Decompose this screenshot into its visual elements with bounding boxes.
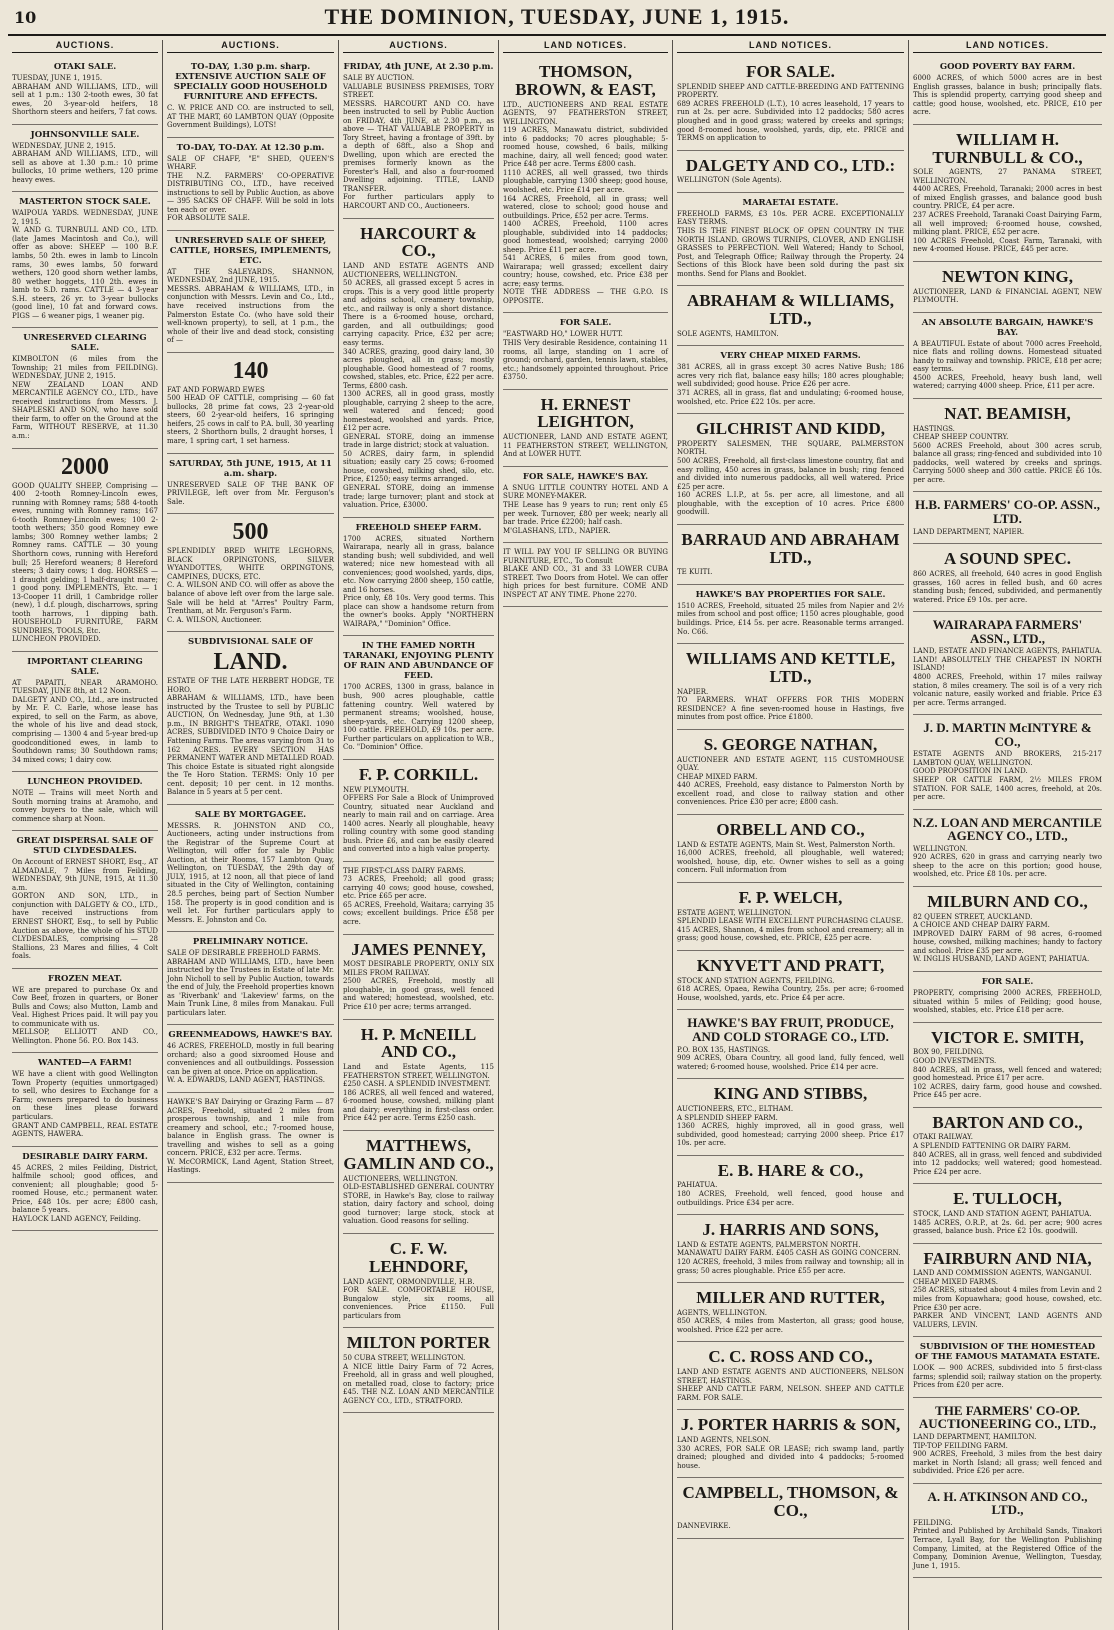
advertisement	[12, 652, 158, 772]
ad-body-text: "EASTWARD HO," LOWER HUTT. THIS Very desirable Residence, containing 11 rooms, all large, standing on 1 acre of ground; orchard, garden, tennis lawn, stables, etc.; handsomely appointed throughout. Price £3750.	[503, 330, 668, 382]
column-heading: AUCTIONS.	[167, 40, 334, 53]
ad-display-name: J. D. MARTIN McINTYRE & CO.,	[923, 720, 1092, 749]
advertisement	[503, 390, 668, 467]
ad-body-text: WAIPOUA YARDS. WEDNESDAY, JUNE 2, 1915. W. AND G. TURNBULL AND CO., LTD. (late James Macintosh and Co.), will offer as above: SHEEP — 100 B.F. lambs, 50 2th. ewes in lamb to Lincoln rams, 30 ewes lambs, 50 forward wethers, 120 good shorn wether lambs, 80 wether hoggets, 110 2th. ewes in lamb to S.D. rams. CATTLE — 4 3-year S.H. steers, 26 yr. to 3-year bullocks (good line), 10 fat and forward cows. PIGS — 6 weaner pigs, 1 weaner pig.	[12, 209, 158, 320]
ad-body-text: NOTE — Trains will meet North and South morning trains at Aramoho, and convey buyers to the sale, which will commence sharp at Noon.	[12, 789, 158, 823]
ad-body-text: WELLINGTON. 920 ACRES, 620 in grass and carrying nearly two sheep to the acre on this portion; good house, woolshed, etc. Price £8 10s. per acre.	[913, 844, 1102, 879]
ad-body-text: PROPERTY SALESMEN, THE SQUARE, PALMERSTON NORTH. 500 ACRES, Freehold, all first-class limestone country, flat and easy rolling, 450 acres in grass, balance in bush; ring fenced and divided into numerous paddocks, all well watered. Price £25 per acre. 160 ACRES L.I.P., at 5s. per acre, all limestone, and all ploughable, with the exception of 10 acres. Price £800 goodwill.	[677, 439, 904, 517]
advertisement	[343, 1020, 494, 1131]
ad-body-text: A BEAUTIFUL Estate of about 7000 acres Freehold, nice flats and rolling downs. Homestead situated handy to railway and township. PRICE, £18 per acre; easy terms. 4500 ACRES, Freehold, heavy bush land, well watered; carrying 4000 sheep. Price, £11 per acre.	[913, 339, 1103, 391]
ad-body-text: SALE BY AUCTION. VALUABLE BUSINESS PREMISES, TORY STREET. MESSRS. HARCOURT AND CO. have been instructed to sell by Public Auction on FRIDAY, 4th JUNE, at 2.30 p.m., as above — THAT VALUABLE PROPERTY in Tory Street, having a frontage of 39ft. by a depth of 68ft., also a Shop and Dwelling, upon which are erected the premises formerly known as the Forester's Hall, and also a four-roomed Dwelling adjoining. TITLE, LAND TRANSFER. For further particulars apply to HARCOURT AND CO., Auctioneers.	[343, 74, 494, 210]
ad-display-name: WILLIAMS AND KETTLE, LTD.,	[685, 649, 896, 686]
advertisement	[913, 1484, 1102, 1578]
ad-heading: TO-DAY, 1.30 p.m. sharp. EXTENSIVE AUCTION SALE OF SPECIALLY GOOD HOUSEHOLD FURNITURE AND EFFECTS.	[173, 62, 328, 102]
advertisement	[677, 815, 904, 883]
ad-display-name: BARTON AND CO.,	[932, 1112, 1083, 1132]
advertisement	[677, 1283, 904, 1342]
ad-display-name: MILTON PORTER	[346, 1333, 491, 1353]
ad-heading: UNRESERVED SALE OF SHEEP, CATTLE, HORSES, IMPLEMENTS, ETC.	[169, 235, 332, 266]
ad-body-text: AT THE SALEYARDS, SHANNON, WEDNESDAY, 2nd JUNE, 1915. MESSRS. ABRAHAM & WILLIAMS, LTD., in conjunction with Messrs. Levin and Co., Ltd., have received instructions from the Palmerston Estate Co. (who have sold their well-known property), to sell, at 1 p.m., the whole of their live and dead stock, consisting of —	[167, 267, 334, 345]
masthead	[8, 0, 1106, 36]
advertisement	[677, 883, 904, 951]
ad-body-text: ESTATE OF THE LATE HERBERT HODGE, TE HORO. ABRAHAM & WILLIAMS, LTD., have been instructed by the Trustee to sell by PUBLIC AUCTION, On Wednesday, June 9th, at 1.30 p.m., IN BRIGHT'S THEATRE, OTAKI. 1090 ACRES, SUBDIVIDED INTO 9 Choice Dairy or Fattening Farms. The areas varying from 31 to 162 ACRES. EVERY SECTION HAS PERMANENT WATER AND METALLED ROAD. This choice Estate is situated right alongside the Te Horo Station. TERMS: Only 10 per cent. deposit; 10 per cent. in 12 months. Balance in 5 years at 5 per cent.	[167, 677, 334, 797]
ad-body-text: 6000 ACRES, of which 5000 acres are in best English grasses, balance in bush; principally flats. This is splendid property, carrying good sheep and cattle; good house, woolshed, etc. PRICE, £10 per acre.	[913, 74, 1102, 117]
ad-body-text: DANNEVIRKE.	[677, 1522, 731, 1531]
ad-display-name: GILCHRIST AND KIDD,	[695, 419, 886, 439]
ad-body-text: SOLE AGENTS, HAMILTON.	[677, 329, 779, 338]
advertisement	[343, 57, 494, 219]
ad-display-name: H. P. McNEILL AND CO.,	[360, 1024, 477, 1062]
advertisement	[913, 544, 1102, 612]
ad-display-name: HAWKE'S BAY FRUIT, PRODUCE, AND COLD STORAGE CO., LTD.	[687, 1015, 894, 1044]
ad-display-name: FOR SALE.	[746, 62, 835, 81]
advertisement	[12, 125, 158, 193]
ad-display-name: THOMSON, BROWN, & EAST,	[515, 62, 656, 99]
ad-body-text: 1510 ACRES, Freehold, situated 25 miles from Napier and 2½ miles from school and post office; 1150 acres ploughable, good buildings. Price, £14 5s. per acre. Reasonable terms arranged. No. C66.	[677, 601, 904, 636]
ad-display-name: DALGETY AND CO., LTD.:	[685, 155, 896, 175]
ad-heading: FROZEN MEAT.	[47, 973, 123, 984]
ad-display-name: FAIRBURN AND NIA,	[923, 1248, 1092, 1268]
advertisement	[12, 1147, 158, 1232]
advertisement	[677, 286, 904, 346]
ad-heading: TO-DAY, TO-DAY. At 12.30 p.m.	[176, 142, 325, 153]
ad-display-name: N.Z. LOAN AND MERCANTILE AGENCY CO., LTD.,	[913, 814, 1102, 844]
ad-body-text: STOCK, LAND AND STATION AGENT, PAHIATUA. 1485 ACRES, O.R.P., at 2s. 6d. per acre; 900 acres grassed, balance bush. Price £2 10s. goodwill.	[913, 1209, 1102, 1236]
ad-display-name: VICTOR E. SMITH,	[931, 1027, 1084, 1047]
advertisement	[12, 969, 158, 1054]
ad-body-text: 381 ACRES, all in grass except 30 acres Native Bush; 186 acres very rich flat, balance easy hills; 180 acres ploughable; well subdivided; good house. Price £26 per acre. 371 ACRES, all in grass, flat and undulating; 6-roomed house, woolshed, etc. Price £22 10s. per acre.	[677, 363, 904, 406]
ad-display-name: WILLIAM H. TURNBULL & CO.,	[932, 129, 1083, 167]
ad-body-text: STOCK AND STATION AGENTS, FEILDING. 618 ACRES, Opaea, Rewiha Country, 25s. per acre; 6-roomed House, woolshed, yards, etc. Price £4 per acre.	[677, 976, 904, 1002]
advertisement	[677, 193, 904, 286]
column-heading: AUCTIONS.	[343, 40, 494, 53]
ad-body-text: THE FIRST-CLASS DAIRY FARMS. 73 ACRES, Freehold; all good grass; carrying 40 cows; good house, cowshed, etc. Price £65 per acre. 65 ACRES, Freehold, Waitara; carrying 35 cows; excellent buildings. Price £58 per acre.	[343, 866, 494, 926]
ad-body-text: SALE OF DESIRABLE FREEHOLD FARMS. ABRAHAM AND WILLIAMS, LTD., have been instructed by the Trustees in Estate of late Mr. John Nicholl to sell by Public Auction, towards the end of July, the Freehold properties known as 'Riverbank' and 'Lakeview' farms, on the Main Trunk Line, 8 miles from Manakau. Full particulars later.	[167, 949, 334, 1017]
advertisement	[343, 1131, 494, 1234]
advertisement	[167, 57, 334, 138]
advertisement	[913, 1398, 1102, 1484]
advertisement	[343, 935, 494, 1020]
ad-display-name: HARCOURT & CO.,	[360, 223, 477, 261]
ad-body-text: AUCTIONEER, LAND & FINANCIAL AGENT, NEW PLYMOUTH.	[913, 287, 1102, 305]
ad-body-text: 45 ACRES, 2 miles Feilding, District, halfmile school; good offices, and convenient; all ploughable; good 5-roomed House, etc.; permanent water. Price, £48 10s. per acre; £800 cash, balance 5 years. HAYLOCK LAND AGENCY, Feilding.	[12, 1163, 158, 1223]
ad-heading: GOOD POVERTY BAY FARM.	[939, 62, 1076, 72]
advertisement	[343, 862, 494, 935]
ad-heading: DESIRABLE DAIRY FARM.	[22, 1151, 148, 1162]
ad-body-text: TE KUITI.	[677, 568, 713, 577]
advertisement	[167, 1025, 334, 1093]
advertisement	[12, 772, 158, 831]
ad-body-text: ESTATE AGENT, WELLINGTON. SPLENDID LEASE WITH EXCELLENT PURCHASING CLAUSE. 415 ACRES, Shannon, 4 miles from school and creamery; all in grass; good house, cowshed, etc. PRICE, £25 per acre.	[677, 908, 904, 943]
columns	[8, 36, 1106, 1630]
ad-body-text: LAND, ESTATE AND FINANCE AGENTS, PAHIATUA. LAND! ABSOLUTELY THE CHEAPEST IN NORTH ISLAND! 4800 ACRES, Freehold, within 17 miles railway station, 8 miles creamery. The soil is of a very rich volcanic nature, easily worked and friable. Price £3 per acre. Terms arranged.	[913, 647, 1102, 707]
ad-body-text: SPLENDIDLY BRED WHITE LEGHORNS, BLACK ORPINGTONS, SILVER WYANDOTTES, WHITE ORPINGTONS, CAMPINES, DUCKS, ETC. C. A. WILSON AND CO. will offer as above the balance of above left over from the large sale. Sale will be held at "Arres" Poultry Farm, Trentham, at Mr. Ferguson's Farm. C. A. WILSON, Auctioneer.	[167, 547, 334, 624]
advertisement	[913, 1184, 1102, 1243]
ad-display-name: C. F. W. LEHNDORF,	[368, 1238, 469, 1276]
ad-body-text: LAND DEPARTMENT, HAMILTON. TIP-TOP FEILDING FARM. 900 ACRES, Freehold, 3 miles from the best dairy market in North Island; all grass; well fenced and subdivided. Price £26 per acre.	[913, 1433, 1102, 1476]
advertisement	[913, 262, 1102, 313]
ad-body-text: LTD., AUCTIONEERS AND REAL ESTATE AGENTS, 97 FEATHERSTON STREET, WELLINGTON. 119 ACRES, Manawatu district, subdivided into 6 paddocks; 70 acres ploughable; 5-roomed house, cowshed, 6 bails, milking machine, dairy, all well fenced; good water. Price £48 per acre. Terms £800 cash. 1110 ACRES, all well grassed, two thirds ploughable, carrying 1300 sheep; good house, woolshed, etc. Price £14 per acre. 164 ACRES, Freehold, all in grass; well watered, close to school; good house and outbuildings. Price, £52 per acre. Terms. 1400 ACRES, Freehold, 1100 acres ploughable, subdivided into 14 paddocks; good homestead, woolshed; carrying 2000 sheep. Price £11 per acre. 541 ACRES, 6 miles from good town, Wairarapa; well grassed; excellent dairy country; house, cowshed, etc. Price £38 per acre; easy terms. NOTE THE ADDRESS — THE G.P.O. IS OPPOSITE.	[503, 100, 668, 305]
ad-display-name: KNYVETT AND PRATT,	[696, 955, 885, 975]
column-heading: AUCTIONS.	[12, 40, 158, 53]
ad-display-name: ORBELL AND CO.,	[716, 819, 865, 839]
ad-heading: SALE BY MORTGAGEE.	[194, 809, 307, 820]
advertisement	[677, 1410, 904, 1478]
ad-body-text: UNRESERVED SALE OF THE BANK OF PRIVILEGE, left over from Mr. Ferguson's Sale.	[167, 480, 334, 506]
ad-body-text: C. W. PRICE AND CO. are instructed to sell, AT THE MART, 60 LAMBTON QUAY (Opposite Government Buildings), LOTS!	[167, 104, 334, 130]
ad-body-text: WELLINGTON (Sole Agents).	[677, 176, 782, 185]
advertisement	[343, 1234, 494, 1328]
ad-display-name: S. GEORGE NATHAN,	[703, 734, 878, 754]
advertisement	[167, 353, 334, 454]
ad-display-name: F. P. CORKILL.	[358, 764, 479, 784]
column-6	[909, 40, 1106, 1630]
ad-heading: UNRESERVED CLEARING SALE.	[23, 333, 147, 354]
ad-heading: JOHNSONVILLE SALE.	[30, 129, 140, 140]
advertisement	[913, 1244, 1102, 1338]
column-5	[673, 40, 909, 1630]
advertisement	[12, 1053, 158, 1146]
ad-body-text: P.O. BOX 135, HASTINGS. 909 ACRES, Obara Country, all good land, fully fenced, well watered; 6-roomed house, woolshed. Price £14 per acre.	[677, 1045, 904, 1071]
ad-display-name: BARRAUD AND ABRAHAM LTD.,	[681, 529, 900, 567]
advertisement	[677, 525, 904, 585]
ad-body-text: AGENTS, WELLINGTON. 850 ACRES, 4 miles from Masterton, all grass; good house, woolshed. Price £22 per acre.	[677, 1308, 904, 1334]
ad-heading: FRIDAY, 4th JUNE, At 2.30 p.m.	[343, 62, 494, 72]
advertisement	[167, 514, 334, 632]
ad-body-text: PROPERTY, comprising 2000 ACRES, FREEHOLD, situated within 5 miles of Feilding; good house, woolshed, stables, etc. Price £18 per acre.	[913, 989, 1102, 1015]
ad-body-text: LAND AND COMMISSION AGENTS, WANGANUI. CHEAP MIXED FARMS. 258 ACRES, situated about 4 miles from Levin and 2 miles from Kopuawhara; good house, cowshed, etc. Price £30 per acre. PARKER AND VINCENT, LAND AGENTS AND VALUERS, LEVIN.	[913, 1269, 1102, 1329]
advertisement	[343, 636, 494, 759]
ad-body-text: NAPIER. TO FARMERS. WHAT OFFERS FOR THIS MODERN RESIDENCE? A fine seven-roomed house in Hastings, five minutes from post office. Price £1800.	[677, 687, 904, 722]
ad-body-text: GOOD QUALITY SHEEP, Comprising — 400 2-tooth Romney-Lincoln ewes, running with Romney rams; 588 4-tooth ewes, running with Romney rams; 167 6-tooth Romney-Lincoln ewes; 100 2-tooth wethers; 350 good Romney ewe lambs; 300 Romney wether lambs; 2 Romney rams. CATTLE — 30 young Shorthorn cows, running with Hereford bull; 25 Hereford weaners; 8 Hereford steers; 3 dairy cows; 1 dog. HORSES — 1 draught gelding; 1 half-draught mare; 1 good pony. IMPLEMENTS, Etc. — 1 13-Cooper 11 drill, 1 Cambridge roller (new), 1 d.f. plough, discharrows, spring tooth harrows, 1 dipping bath. HOUSEHOLD FURNITURE, FARM SUNDRIES, TOOLS, Etc. LUNCHEON PROVIDED.	[12, 481, 158, 644]
advertisement	[913, 715, 1102, 809]
advertisement	[167, 632, 334, 805]
column-3	[339, 40, 499, 1630]
ad-body-text: AT PAPAITI, NEAR ARAMOHO. TUESDAY, JUNE 8th, at 12 Noon. DALGETY AND CO., Ltd., are instructed by Mr. F. C. Earle, whose lease has expired, to sell on the Farm, as above, the whole of his live and dead stock, comprising — 1300 4 and 5-year bred-up goodconditioned ewes, in lamb to Southdown rams; 30 Southdown rams; 34 mixed cows; 1 dairy cow.	[12, 678, 158, 764]
ad-body-text: 50 CUBA STREET, WELLINGTON. A NICE little Dairy Farm of 72 Acres, Freehold, all in grass and well ploughed, on metalled road, close to factory; price £45. THE N.Z. LOAN AND MERCANTILE AGENCY CO., LTD., STRATFORD.	[343, 1354, 494, 1405]
ad-display-name: MILBURN AND CO.,	[927, 891, 1088, 911]
advertisement	[677, 1342, 904, 1410]
advertisement	[677, 951, 904, 1010]
ad-body-text: AUCTIONEER AND ESTATE AGENT, 115 CUSTOMHOUSE QUAY. CHEAP MIXED FARM. 440 ACRES, Freehold, easy distance to Palmerston North by excellent road, and close to railway station and other conveniences. Price £30 per acre; £800 cash.	[677, 755, 904, 807]
ad-heading: SUBDIVISIONAL SALE OF	[187, 637, 314, 648]
ad-display-name: NAT. BEAMISH,	[944, 403, 1071, 423]
ad-body-text: LAND AND ESTATE AGENTS AND AUCTIONEERS, WELLINGTON. 50 ACRES, all grassed except 5 acres in crops. This is a very good little property and adjoins school, creamery township, etc., and railway is only a short distance. There is a 6-roomed house, orchard, garden, and all outbuildings; good carrying capacity. Price, £32 per acre; easy terms. 340 ACRES, grazing, good dairy land, 30 acres ploughed, all in grass; mostly ploughable. Good homestead of 7 rooms, cowshed, stables, etc. Price, £22 per acre. Terms, £800 cash. 1300 ACRES, all in good grass, mostly ploughable, carrying 2 sheep to the acre, well watered and fenced; good homestead, woolshed and yards. Price, £12 per acre. GENERAL STORE, doing an immense trade in large district; stock at valuation. 50 ACRES, dairy farm, in splendid situation; easily cary 25 cows; 6-roomed house, cowshed, milking shed, silo, etc. Price, £1250; easy terms arranged. GENERAL STORE, doing an immense trade; large turnover; plant and stock at valuation. Price, £3000.	[343, 262, 494, 510]
ad-body-text: LAND AGENTS, NELSON. 330 ACRES, FOR SALE OR LEASE; rich swamp land, partly drained; ploughed and divided into 4 paddocks; 5-roomed house.	[677, 1436, 904, 1470]
advertisement	[12, 449, 158, 652]
ad-body-text: 46 ACRES, FREEHOLD, mostly in full bearing orchard; also a good sixroomed House and conveniences and all outbuildings. Possession can be given at once. Price on application. W. A. EDWARDS, LAND AGENT, HASTINGS.	[167, 1042, 334, 1085]
advertisement	[167, 231, 334, 353]
ad-body-text: LAND & ESTATE AGENTS, Main St. West, Palmerston North. 16,000 ACRES, freehold, all ploughable, well watered; woolshed, house, dip, etc. Owner wishes to sell as a going concern. Full information from	[677, 840, 904, 875]
advertisement	[913, 972, 1102, 1023]
ad-display-name: A SOUND SPEC.	[943, 549, 1072, 569]
advertisement	[167, 805, 334, 932]
advertisement	[913, 1337, 1102, 1398]
advertisement	[503, 543, 668, 607]
advertisement	[677, 1478, 904, 1538]
advertisement	[677, 1010, 904, 1079]
column-heading: LAND NOTICES.	[913, 40, 1102, 53]
column-heading: LAND NOTICES.	[503, 40, 668, 53]
ad-display-name: MILLER AND RUTTER,	[696, 1288, 885, 1308]
advertisement	[677, 585, 904, 644]
column-4	[499, 40, 673, 1630]
ad-heading: LUNCHEON PROVIDED.	[27, 777, 143, 788]
advertisement	[913, 313, 1102, 399]
advertisement	[913, 612, 1102, 715]
advertisement	[913, 399, 1102, 493]
ad-display-name: MATTHEWS, GAMLIN AND CO.,	[343, 1135, 494, 1173]
ad-body-text: BOX 90, FEILDING. GOOD INVESTMENTS. 840 ACRES, all in grass, well fenced and watered; good homestead. Price £17 per acre. 102 ACRES, dairy farm, good house and cowshed. Price £45 per acre.	[913, 1048, 1102, 1100]
ad-body-text: FREEHOLD FARMS, £3 10s. PER ACRE. EXCEPTIONALLY EASY TERMS. THIS IS THE FINEST BLOCK OF OPEN COUNTRY IN THE NORTH ISLAND. GROWS TURNIPS, CLOVER, AND ENGLISH GRASSES to PERFECTION. Well Watered; Handy to School, Post, and Telegraph Office; Railway through the Property. 24 Sections of this Block have been sold during the past six months. Send for Plans and Booklet.	[677, 209, 904, 278]
advertisement	[913, 125, 1102, 262]
advertisement	[343, 518, 494, 637]
advertisement	[677, 1079, 904, 1156]
ad-display-name: 500	[232, 519, 269, 546]
ad-display-name: 2000	[61, 453, 109, 480]
advertisement	[167, 454, 334, 515]
ad-body-text: AUCTIONEERS, WELLINGTON. OLD-ESTABLISHED GENERAL COUNTRY STORE, in Hawke's Bay, close to railway station, dairy factory and school, doing good turnover; large stock, stock at valuation. Good reasons for selling.	[343, 1174, 494, 1226]
advertisement	[12, 57, 158, 125]
advertisement	[677, 414, 904, 525]
advertisement	[913, 57, 1102, 125]
ad-display-name: ABRAHAM & WILLIAMS, LTD.,	[686, 291, 894, 329]
ad-heading: MARAETAI ESTATE.	[742, 197, 839, 208]
advertisement	[677, 730, 904, 815]
ad-body-text: LAND & ESTATE AGENTS, PALMERSTON NORTH. MANAWATU DAIRY FARM. £405 CASH AS GOING CONCERN. 120 ACRES, freehold, 3 miles from railway and township; all in grass; 50 acres ploughable. Price £55 per acre.	[677, 1240, 904, 1275]
ad-display-name: KING AND STIBBS,	[713, 1084, 868, 1104]
ad-heading: SATURDAY, 5th JUNE, 1915, At 11 a.m. sharp.	[169, 458, 332, 479]
advertisement	[677, 346, 904, 414]
page-number: 10	[14, 7, 37, 27]
advertisement	[12, 192, 158, 328]
ad-body-text: LAND DEPARTMENT, NAPIER.	[913, 527, 1025, 536]
column-1	[8, 40, 163, 1630]
advertisement	[12, 831, 158, 968]
advertisement	[343, 1328, 494, 1413]
ad-heading: GREENMEADOWS, HAWKE'S BAY.	[168, 1030, 333, 1041]
advertisement	[913, 1108, 1102, 1185]
advertisement	[12, 328, 158, 448]
newspaper-title: THE DOMINION, TUESDAY, JUNE 1, 1915.	[324, 4, 790, 29]
ad-display-name: E. B. HARE & CO.,	[717, 1160, 864, 1180]
advertisement	[343, 219, 494, 518]
ad-heading: IN THE FAMED NORTH TARANAKI, ENJOYING PLENTY OF RAIN AND ABUNDANCE OF FEED.	[343, 641, 494, 682]
ad-body-text: 1700 ACRES, situated Northern Wairarapa, nearly all in grass, balance standing bush; well subdivided, and well watered; nice new homestead with all conveniences; good woolshed, yards, dips, etc. Now carrying 2800 sheep, 150 cattle, and 16 horses. Price only, £8 10s. Very good terms. This place can show a handsome return from the owner's books. Apply "NORTHERN WAIRAPA," "Dominion" Office.	[343, 534, 494, 628]
ad-body-text: TUESDAY, JUNE 1, 1915. ABRAHAM AND WILLIAMS, LTD., will sell at 1 p.m.: 130 2-tooth ewes, 30 fat ewes, 20 3-year-old heifers, 18 Shorthorn steers and heifers, 7 fat cows.	[12, 74, 158, 117]
ad-heading: HAWKE'S BAY PROPERTIES FOR SALE.	[695, 589, 886, 600]
ad-body-text: AUCTIONEERS, ETC., ELTHAM. A SPLENDID SHEEP FARM. 1360 ACRES, highly improved, all in good grass, well subdivided, good homestead; carrying 2000 sheep. Price £17 10s. per acre.	[677, 1104, 904, 1148]
ad-body-text: HASTINGS. CHEAP SHEEP COUNTRY. 5600 ACRES Freehold, about 300 acres scrub, balance all grass; ring-fenced and subdivided into 10 paddocks, well watered by creeks and springs. Carrying 5000 sheep and 300 cattle. PRICE £6 10s. per acre.	[913, 424, 1102, 484]
column-2	[163, 40, 339, 1630]
ad-body-text: WEDNESDAY, JUNE 2, 1915. ABRAHAM AND WILLIAMS, LTD., will sell as above at 1.30 p.m.: 10 prime bullocks, 10 prime wethers, 120 prime heavy ewes.	[12, 141, 158, 184]
ad-body-text: Land and Estate Agents, 115 FEATHERSTON STREET, WELLINGTON. £250 CASH. A SPLENDID INVESTMENT. 186 ACRES, all well fenced and watered, 6-roomed house, cowshed, milking plant and dairy; everything in first-class order. Price £42 per acre. Terms £250 cash.	[343, 1063, 494, 1123]
ad-body-text: 82 QUEEN STREET, AUCKLAND. A CHOICE AND CHEAP DAIRY FARM. IMPROVED DAIRY FARM of 98 acres, 6-roomed house, cowshed, milking machines; handy to factory and school. Price £35 per acre. W. INGLIS HUSBAND, LAND AGENT, PAHIATUA.	[913, 912, 1102, 964]
ad-body-text: A SNUG LITTLE COUNTRY HOTEL AND A SURE MONEY-MAKER. THE Lease has 9 years to run; rent only £5 per week. Turnover, £80 per week; nearly all bar trade. Price £2200; half cash. M'GLASHANS, LTD., NAPIER.	[503, 483, 668, 535]
ad-heading: FOR SALE.	[559, 318, 612, 329]
ad-display-name: J. HARRIS AND SONS,	[702, 1220, 879, 1240]
ad-body-text: ESTATE AGENTS AND BROKERS, 215-217 LAMBTON QUAY, WELLINGTON. GOOD PROPOSITION IN LAND. SHEEP OR CATTLE FARM, 2½ MILES FROM STATION. FOR SALE, 1400 acres, freehold, at 20s. per acre.	[913, 750, 1102, 802]
ad-body-text: On Account of ERNEST SHORT, Esq., AT ALMADALE, 7 Miles from Feilding, WEDNESDAY, 9th JUNE, 1915, At 11.30 a.m. GORTON AND SON, LTD., in conjunction with DALGETY & CO., LTD., have received instructions from ERNEST SHORT, Esq., to sell by Public Auction as above, the whole of his STUD CLYDESDALES, comprising — 28 Stallions, 23 Mares and fillies, 4 Colt foals.	[12, 858, 158, 961]
ad-body-text: WE have a client with good Wellington Town Property (equities unmortgaged) to sell, who desires to Exchange for a Farm; owners prepared to do business on these lines please forward particulars. GRANT AND CAMPBELL, REAL ESTATE AGENTS, HAWERA.	[12, 1070, 158, 1139]
ad-body-text: LOOK — 900 ACRES, subdivided into 5 first-class farms; splendid soil; railway station on the property. Prices from £20 per acre.	[913, 1364, 1102, 1390]
ad-body-text: HAWKE'S BAY Dairying or Grazing Farm — 87 ACRES, Freehold, situated 2 miles from prosperous township, and 1 mile from creamery and school, etc.; 7-roomed house, balance in English grass. The owner is travelling and wishes to sell as a going concern. PRICE, £32 per acre. Terms. W. McCORMICK, Land Agent, Station Street, Hastings.	[167, 1098, 334, 1175]
ad-heading: IMPORTANT CLEARING SALE.	[27, 656, 143, 677]
ad-body-text: NEW PLYMOUTH. OFFERS For Sale a Block of Unimproved Country, situated near Auckland and nearly to main rail and on carriage. Area 1400 acres. Nearly all ploughable, heavy rolling country with some good standing bush. Price £6, and can be easily cleared and converted into a high value property.	[343, 785, 494, 854]
advertisement	[167, 138, 334, 231]
ad-body-text: IT WILL PAY YOU IF SELLING OR BUYING FURNITURE, ETC., To Consult BLAKE AND CO., 31 and 33 LOWER CUBA STREET. Two Doors from Hotel. We can offer high prices for best furniture. COME AND INSPECT AT ANY TIME. Phone 2270.	[503, 548, 668, 599]
ad-heading: AN ABSOLUTE BARGAIN, HAWKE'S BAY.	[921, 317, 1094, 338]
ad-heading: SUBDIVISION OF THE HOMESTEAD OF THE FAMOUS MATAMATA ESTATE.	[915, 1342, 1100, 1363]
ad-body-text: WE are prepared to purchase Ox and Cow Beef, frozen in quarters, or Boner Bulls and Cows; also Mutton, Lamb and Veal. Highest Prices paid. It will pay you to communicate with us. MELLSOP, ELLIOTT AND CO., Wellington. Phone 56. P.O. Box 143.	[12, 985, 158, 1045]
advertisement	[503, 57, 668, 313]
ad-display-name: A. H. ATKINSON AND CO., LTD.,	[927, 1488, 1088, 1518]
ad-heading: VERY CHEAP MIXED FARMS.	[720, 351, 861, 362]
ad-heading: PRELIMINARY NOTICE.	[192, 937, 309, 948]
ad-body-text: LAND AND ESTATE AGENTS AND AUCTIONEERS, NELSON STREET, HASTINGS. SHEEP AND CATTLE FARM, NELSON. SHEEP AND CATTLE FARM. FOR SALE.	[677, 1368, 904, 1402]
advertisement	[167, 1093, 334, 1183]
advertisement	[677, 151, 904, 193]
advertisement	[913, 887, 1102, 972]
ad-body-text: OTAKI RAILWAY. A SPLENDID FATTENING OR DAIRY FARM. 840 ACRES, all in grass, well fenced and subdivided into 12 paddocks; well watered; good homestead. Price £24 per acre.	[913, 1133, 1102, 1176]
ad-body-text: FEILDING. Printed and Published by Archibald Sands, Tinakori Terrace, Lyall Bay, for the Wellington Publishing Company, Limited, at the Registered Office of the Company, Dominion Avenue, Wellington, Tuesday, June 1, 1915.	[913, 1518, 1102, 1570]
ad-display-name: NEWTON KING,	[942, 266, 1073, 286]
ad-display-name: F. P. WELCH,	[738, 887, 843, 907]
ad-display-name: E. TULLOCH,	[953, 1189, 1062, 1209]
ad-body-text: LAND AGENT, ORMONDVILLE, H.B. FOR SALE. COMFORTABLE HOUSE, Bungalow style, six rooms, all conveniences. Price £1150. Full particulars from	[343, 1277, 494, 1320]
ad-body-text: AUCTIONEER, LAND AND ESTATE AGENT, 11 FEATHERSTON STREET, WELLINGTON, And at LOWER HUTT.	[503, 433, 668, 459]
ad-body-text: FAT AND FORWARD EWES 500 HEAD OF CATTLE, comprising — 60 fat bullocks, 28 prime fat cows, 23 2-year-old steers, 60 2-year-old heifers, 16 springing heifers, 25 cows in calf to P.A. bull, 30 yearling steers, 2 Shorthorn bulls, 2 draught horses, 1 mare, 1 spring cart, 1 set harness.	[167, 385, 334, 445]
ad-display-name: CAMPBELL, THOMSON, & CO.,	[682, 1483, 899, 1521]
ad-body-text: MESSRS. R. JOHNSTON AND CO., Auctioneers, acting under instructions from the Registrar of the Supreme Court at Wellington, will offer for sale by Public Auction, at their Rooms, 157 Lambton Quay, Wellington, on TUESDAY, the 29th day of JULY, 1915, at 12 noon, all that piece of land situated in the City of Wellington, containing 28.5 perches, being part of Section Number 158. The property is in good condition and is well let. For further particulars apply to Messrs. E. Johnston and Co.	[167, 821, 334, 924]
ad-body-text: SOLE AGENTS, 27 PANAMA STREET, WELLINGTON. 4400 ACRES, Freehold, Taranaki; 2000 acres in best of mixed English grasses, and balance good bush country. PRICE, £4 per acre. 237 ACRES Freehold, Taranaki Coast Dairying Farm, all well improved; 6-roomed house, cowshed, milking plant. PRICE, £52 per acre. 100 ACRES Freehold, Coast Farm, Taranaki, with new 4-roomed House. PRICE, £45 per acre.	[913, 168, 1102, 254]
ad-display-name: H. ERNEST LEIGHTON,	[537, 394, 634, 432]
advertisement	[503, 467, 668, 543]
advertisement	[913, 492, 1102, 544]
advertisement	[677, 57, 904, 151]
ad-heading: FOR SALE, HAWKE'S BAY.	[522, 471, 649, 482]
column-heading: LAND NOTICES.	[677, 40, 904, 53]
ad-body-text: 1700 ACRES, 1300 in grass, balance in bush, 900 acres ploughable, cattle fattening country. Well watered by permanent streams; woolshed, house, sheep-yards, etc. Carrying 1200 sheep, 100 cattle. FREEHOLD, £9 10s. per acre. Further particulars on application to W.B., Co. "Dominion" Office.	[343, 683, 494, 752]
ad-display-name: JAMES PENNEY,	[351, 939, 486, 959]
ad-body-text: SALE OF CHAFF, "E" SHED, QUEEN'S WHARF. THE N.Z. FARMERS' CO-OPERATIVE DISTRIBUTING CO., LTD., have received instructions to sell by Public Auction, as above — 395 SACKS OF CHAFF. Will be sold in lots ten each or over. FOR ABSOLUTE SALE.	[167, 154, 334, 223]
ad-display-name: H.B. FARMERS' CO-OP. ASSN., LTD.	[915, 497, 1100, 526]
ad-display-name: LAND.	[213, 649, 288, 676]
ad-heading: WANTED—A FARM!	[38, 1058, 132, 1069]
advertisement	[913, 1023, 1102, 1108]
advertisement	[503, 313, 668, 389]
ad-heading: MASTERTON STOCK SALE.	[19, 197, 151, 208]
advertisement	[913, 810, 1102, 887]
ad-body-text: MOST DESIRABLE PROPERTY, ONLY SIX MILES FROM RAILWAY. 2500 ACRES, Freehold, mostly all ploughable, in good grass, well fenced and watered; homestead, woolshed, etc. Price £10 per acre; terms arranged.	[343, 960, 494, 1011]
ad-body-text: PAHIATUA. 180 ACRES, Freehold, well fenced, good house and outbuildings. Price £34 per acre.	[677, 1181, 904, 1207]
ad-heading: OTAKI SALE.	[53, 62, 117, 72]
ad-heading: FOR SALE.	[981, 977, 1034, 987]
ad-body-text: 860 ACRES, all freehold, 640 acres in good English grasses, 160 acres in felled bush, and 60 acres standing bush; fenced, subdivided, and permanently watered. Price £9 10s. per acre.	[913, 569, 1102, 604]
ad-heading: GREAT DISPERSAL SALE OF STUD CLYDESDALES.	[16, 836, 154, 857]
advertisement	[677, 1215, 904, 1283]
ad-display-name: 140	[232, 357, 269, 384]
advertisement	[677, 644, 904, 730]
ad-body-text: KIMBOLTON (6 miles from the Township; 21 miles from FEILDING). WEDNESDAY, JUNE 2, 1915. NEW ZEALAND LOAN AND MERCANTILE AGENCY CO., LTD., have received instructions from Messrs. J. SHAPLESKI AND SON, who have sold their farm, to offer on the Ground at the Farm, WITHOUT RESERVE, at 11.30 a.m.:	[12, 355, 158, 440]
advertisement	[677, 1156, 904, 1215]
ad-body-text: SPLENDID SHEEP AND CATTLE-BREEDING AND FATTENING PROPERTY. 689 ACRES FREEHOLD (L.T.), 10 acres leasehold, 17 years to run at 2s. per acre. Subdivided into 12 paddocks; 580 acres ploughed and in good grass; watered by creeks and springs; good 8-roomed house, woolshed, yards, dip, etc. PRICE and TERMS on application to	[677, 82, 904, 143]
ad-heading: FREEHOLD SHEEP FARM.	[355, 522, 482, 533]
advertisement	[167, 932, 334, 1025]
ad-display-name: THE FARMERS' CO-OP. AUCTIONEERING CO., LTD.,	[918, 1402, 1097, 1432]
ad-display-name: J. PORTER HARRIS & SON,	[680, 1415, 901, 1435]
advertisement	[343, 760, 494, 862]
ad-display-name: WAIRARAPA FARMERS' ASSN., LTD.,	[932, 617, 1083, 646]
ad-display-name: C. C. ROSS AND CO.,	[708, 1347, 873, 1367]
